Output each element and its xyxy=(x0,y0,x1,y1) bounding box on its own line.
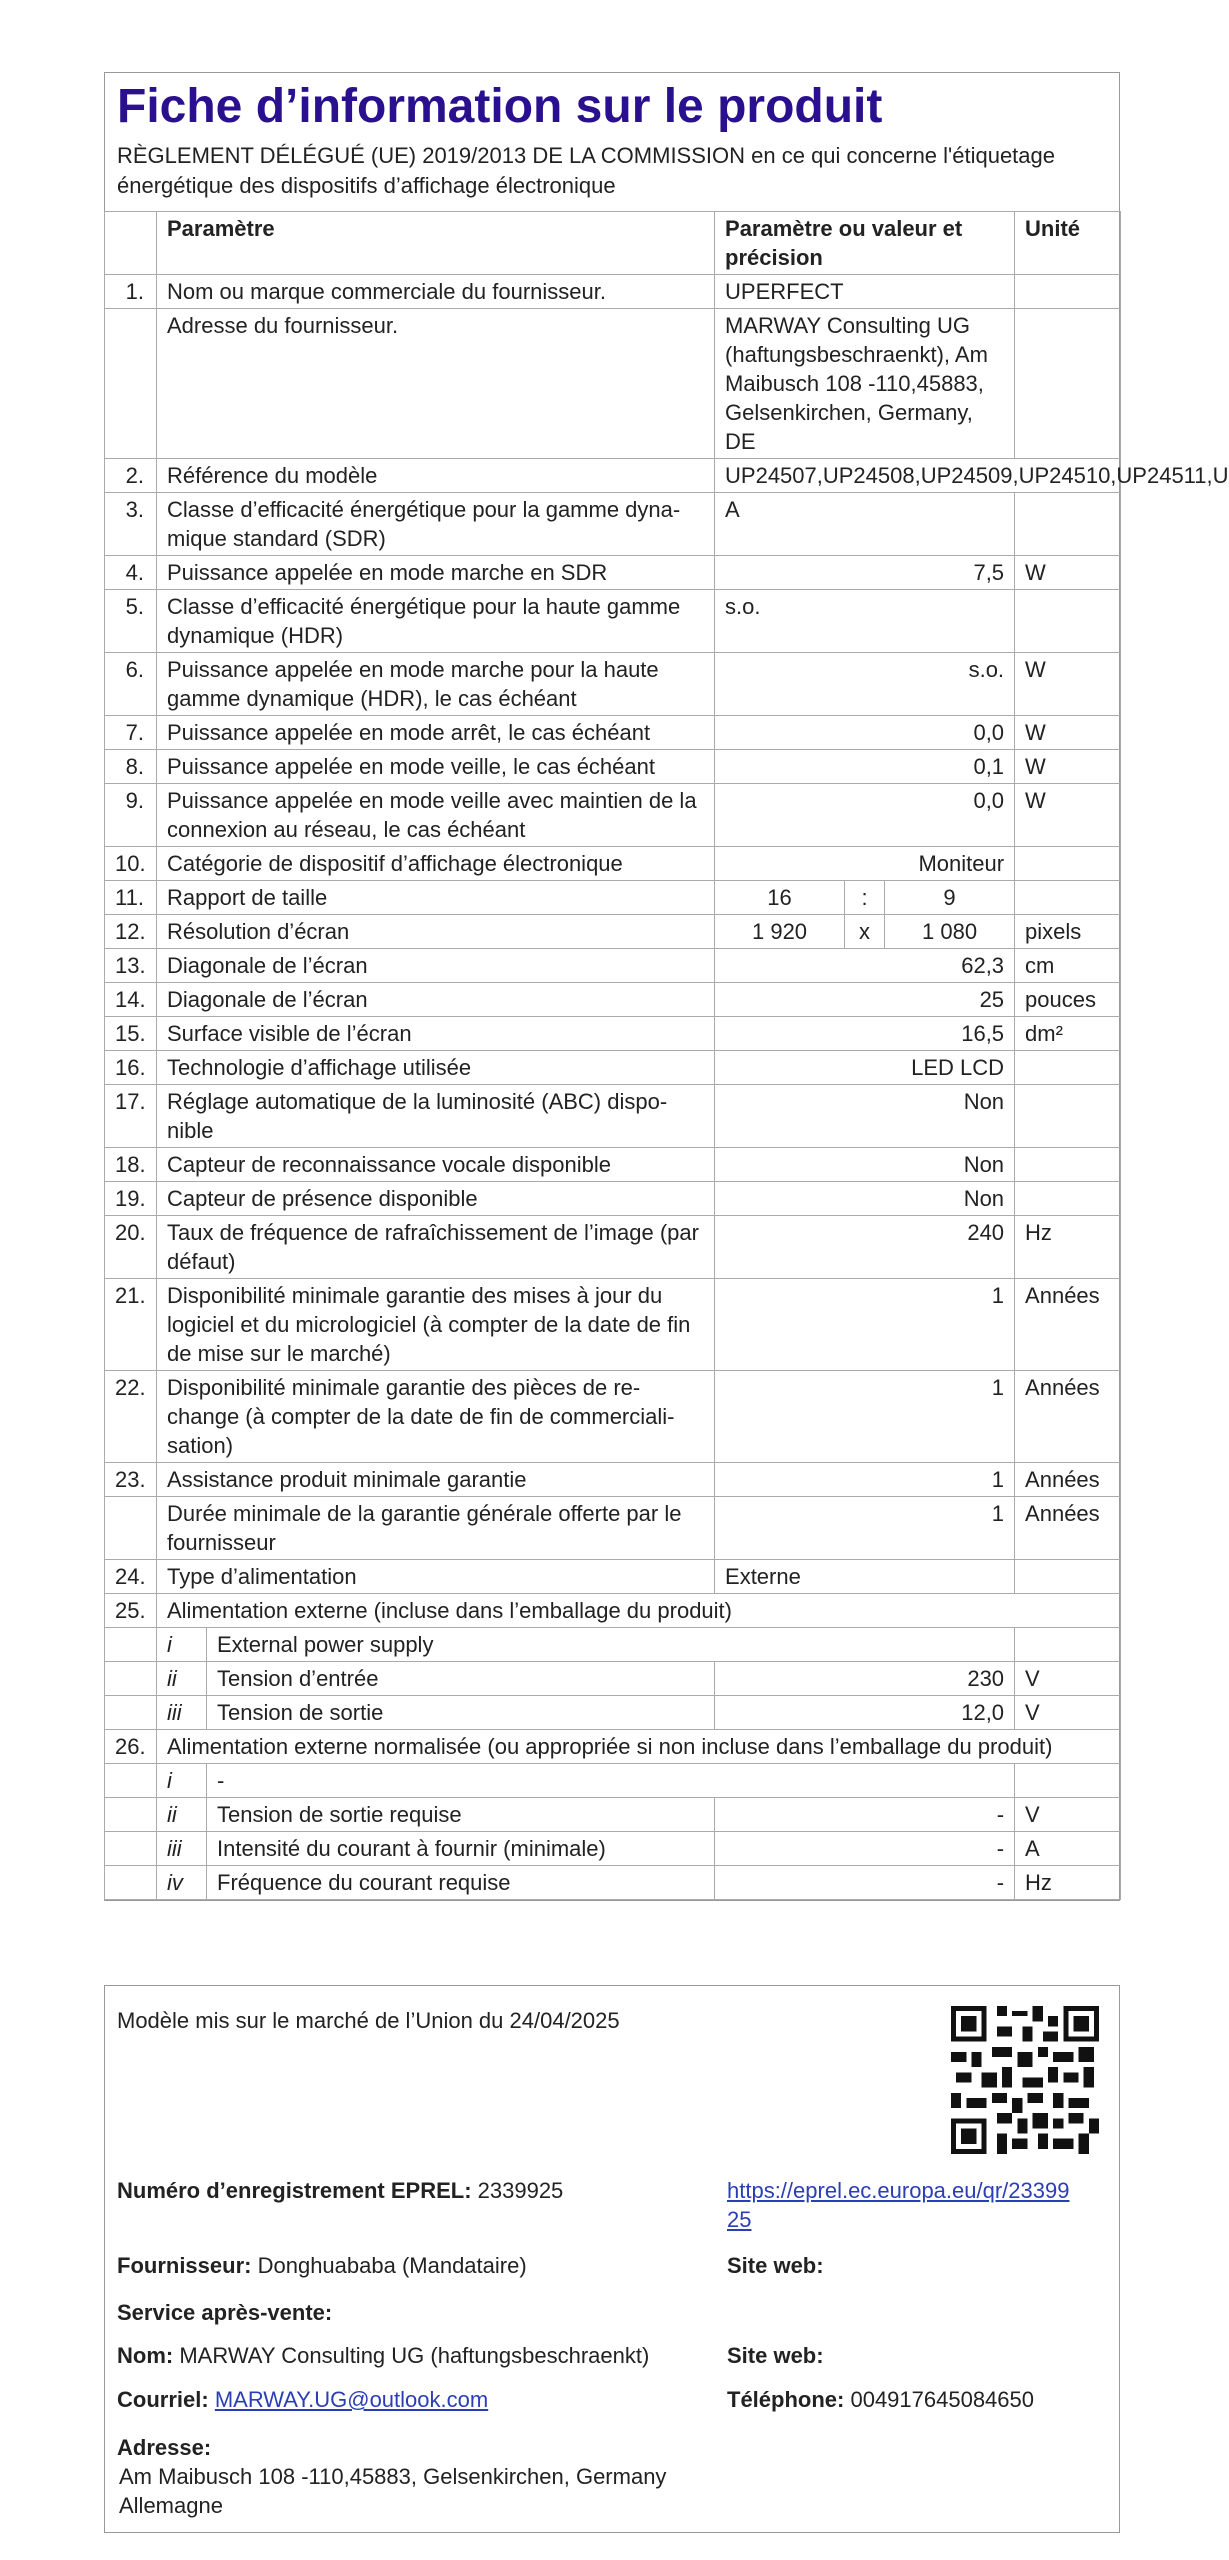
table-row: 10. Catégorie de dispositif d’affichage électronique Moniteur xyxy=(105,847,1121,881)
table-row: i External power supply xyxy=(105,1628,1121,1662)
phone: Téléphone: 004917645084650 xyxy=(727,2387,1034,2412)
table-row: 14. Diagonale de l’écran 25 pouces xyxy=(105,983,1121,1017)
regulation-subtitle: RÈGLEMENT DÉLÉGUÉ (UE) 2019/2013 DE LA COMMISSION en ce qui concerne l'étiquetage énergétique des dispositifs d’affichage électronique xyxy=(117,143,1055,198)
service-name: Nom: MARWAY Consulting UG (haftungsbeschraenkt) xyxy=(117,2343,650,2368)
table-row: Durée minimale de la garantie générale offerte par le fournisseur 1 Années xyxy=(105,1497,1121,1560)
email-link[interactable]: MARWAY.UG@outlook.com xyxy=(214,2387,489,2412)
table-row: iii Tension de sortie 12,0 V xyxy=(105,1696,1121,1730)
address-line-2: Allemagne xyxy=(119,2493,223,2518)
table-row: 13. Diagonale de l’écran 62,3 cm xyxy=(105,949,1121,983)
email: Courriel: MARWAY.UG@outlook.com xyxy=(117,2387,489,2412)
table-row: iv Fréquence du courant requise - Hz xyxy=(105,1866,1121,1900)
eprel-label: Numéro d’enregistrement EPREL: xyxy=(117,2178,472,2203)
table-row: 9. Puissance appelée en mode veille avec maintien de la connexion au réseau, le cas échéant 0,0 W xyxy=(105,784,1121,847)
website-label: Site web: xyxy=(727,2253,824,2278)
address-line-1: Am Maibusch 108 -110,45883, Gelsenkirchen, Germany xyxy=(119,2464,667,2489)
table-row: 18. Capteur de reconnaissance vocale disponible Non xyxy=(105,1148,1121,1182)
header-unit: Unité xyxy=(1015,212,1121,275)
table-row: ii Tension d’entrée 230 V xyxy=(105,1662,1121,1696)
table-row: iii Intensité du courant à fournir (minimale) - A xyxy=(105,1832,1121,1866)
website2-label: Site web: xyxy=(727,2343,824,2368)
table-row: i - xyxy=(105,1764,1121,1798)
table-row: 16. Technologie d’affichage utilisée LED LCD xyxy=(105,1051,1121,1085)
parameters-table xyxy=(104,211,1229,1900)
table-row: ii Tension de sortie requise - V xyxy=(105,1798,1121,1832)
table-row: 8. Puissance appelée en mode veille, le cas échéant 0,1 W xyxy=(105,750,1121,784)
table-row: 3. Classe d’efficacité énergétique pour la gamme dyna-mique standard (SDR) A xyxy=(105,493,1121,556)
table-row: 7. Puissance appelée en mode arrêt, le cas échéant 0,0 W xyxy=(105,716,1121,750)
product-information-sheet xyxy=(104,72,1229,1901)
after-sales-service-label: Service après-vente: xyxy=(117,2300,333,2325)
qr-code-icon[interactable] xyxy=(951,2006,1099,2154)
eprel-link[interactable]: https://eprel.ec.europa.eu/qr/2339925 xyxy=(727,2178,1070,2232)
table-row: 6. Puissance appelée en mode marche pour la haute gamme dynamique (HDR), le cas échéant s.o. W xyxy=(105,653,1121,716)
market-placement-date: Modèle mis sur le marché de l’Union du 24/04/2025 xyxy=(117,2008,620,2033)
table-row: 25. Alimentation externe (incluse dans l’emballage du produit) xyxy=(105,1594,1121,1628)
header-param: Paramètre xyxy=(157,212,715,275)
table-row: 22. Disponibilité minimale garantie des pièces de re-change (à compter de la date de fin de commerciali-sation) 1 Années xyxy=(105,1371,1121,1463)
table-row: 21. Disponibilité minimale garantie des mises à jour du logiciel et du micrologiciel (à compter de la date de fin de mise sur le marché) 1 Années xyxy=(105,1279,1121,1371)
table-row: 1. Nom ou marque commerciale du fournisseur. UPERFECT xyxy=(105,275,1121,309)
model-reference: UP24507,UP24508,UP24509,UP24510,UP24511,U xyxy=(715,459,1121,493)
table-row: 12. Résolution d’écran 1 920 x 1 080 pixels xyxy=(105,915,1121,949)
table-row: 23. Assistance produit minimale garantie 1 Années xyxy=(105,1463,1121,1497)
page-title: Fiche d’information sur le produit xyxy=(117,80,883,133)
address-label: Adresse: xyxy=(117,2435,212,2460)
table-row: 15. Surface visible de l’écran 16,5 dm² xyxy=(105,1017,1121,1051)
table-row: 20. Taux de fréquence de rafraîchissement de l’image (par défaut) 240 Hz xyxy=(105,1216,1121,1279)
eprel-value: 2339925 xyxy=(477,2178,564,2203)
table-row: 4. Puissance appelée en mode marche en SDR 7,5 W xyxy=(105,556,1121,590)
table-header-row xyxy=(105,212,1121,275)
table-row: 26. Alimentation externe normalisée (ou appropriée si non incluse dans l’emballage du produit) xyxy=(105,1730,1121,1764)
table-row: 5. Classe d’efficacité énergétique pour la haute gamme dynamique (HDR) s.o. xyxy=(105,590,1121,653)
table-row: 2. Référence du modèle UP24507,UP24508,UP24509,UP24510,UP24511,U xyxy=(105,459,1121,493)
table-row: 17. Réglage automatique de la luminosité (ABC) dispo-nible Non xyxy=(105,1085,1121,1148)
header-value: Paramètre ou valeur et précision xyxy=(715,212,1015,275)
supplier-info-box xyxy=(104,1985,1120,2533)
table-row: 24. Type d’alimentation Externe xyxy=(105,1560,1121,1594)
supplier: Fournisseur: Donghuababa (Mandataire) xyxy=(117,2253,527,2278)
eprel-number xyxy=(117,2176,563,2205)
table-row: 11. Rapport de taille 16 : 9 xyxy=(105,881,1121,915)
table-row: Adresse du fournisseur. MARWAY Consulting UG (haftungsbeschraenkt), Am Maibusch 108 -110,45883, Gelsenkirchen, Germany, DE xyxy=(105,309,1121,459)
table-row: 19. Capteur de présence disponible Non xyxy=(105,1182,1121,1216)
